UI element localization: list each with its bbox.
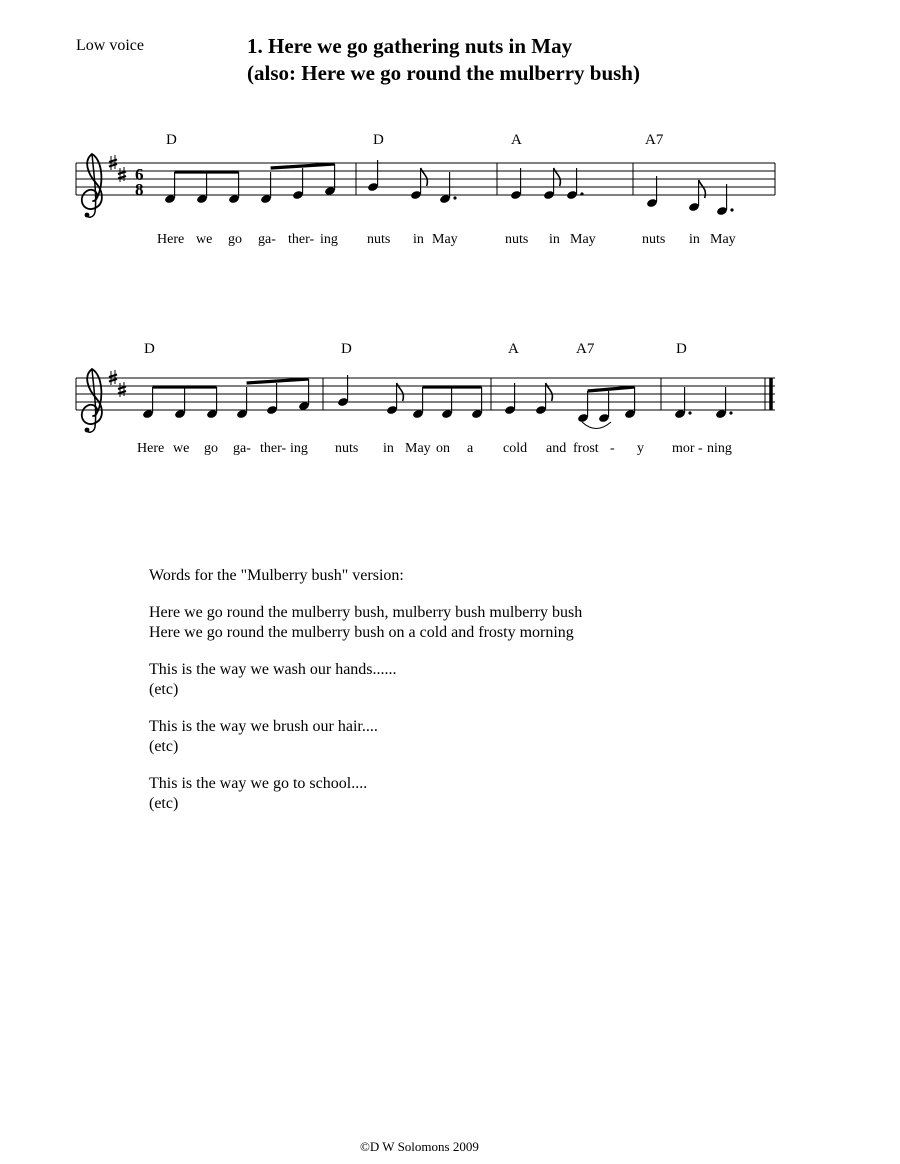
- copyright: ©D W Solomons 2009: [360, 1139, 479, 1154]
- note: [367, 160, 379, 192]
- lyric-syllable: and: [546, 441, 567, 456]
- verse-line: (etc): [149, 795, 179, 812]
- sharp-icon: [118, 167, 126, 182]
- chord-symbol: A: [511, 132, 522, 148]
- chord-symbol: A7: [576, 341, 595, 357]
- notes-layer: [142, 160, 734, 423]
- chord-symbol: A7: [645, 132, 664, 148]
- lyric-syllable: nuts: [505, 232, 529, 247]
- lyric-syllable: ing: [320, 232, 338, 247]
- note: [510, 168, 522, 200]
- lyric-syllable: go: [204, 441, 218, 456]
- note: [196, 172, 208, 204]
- chord-symbol: D: [373, 132, 384, 148]
- lyric-syllable: a: [467, 441, 474, 456]
- time-sig-denominator: 8: [135, 180, 144, 199]
- lyric-syllable: nuts: [642, 232, 666, 247]
- lyric-syllable: nuts: [367, 232, 391, 247]
- note: [471, 387, 483, 419]
- verse-line: (etc): [149, 681, 179, 698]
- note: [412, 387, 424, 419]
- lyric-syllable: in: [689, 232, 700, 247]
- note: [324, 164, 336, 196]
- lyric-syllable: May: [432, 232, 458, 247]
- staff-system-2: [76, 378, 775, 410]
- sheet-music: [0, 0, 900, 480]
- lyric-syllable: ga-: [233, 441, 251, 456]
- note: [688, 180, 705, 212]
- verse-line: This is the way we brush our hair....: [149, 718, 378, 735]
- verse-line: Here we go round the mulberry bush on a cold and frosty morning: [149, 624, 574, 641]
- chord-symbol: A: [508, 341, 519, 357]
- note: [236, 387, 248, 419]
- lyric-syllable: ther-: [288, 232, 315, 247]
- note: [441, 387, 453, 419]
- chord-symbol: D: [676, 341, 687, 357]
- chord-symbol: D: [144, 341, 155, 357]
- note: [674, 387, 692, 419]
- slur: [582, 422, 611, 429]
- verse-line: (etc): [149, 738, 179, 755]
- beam: [588, 387, 635, 391]
- note: [206, 387, 218, 419]
- chord-symbol: D: [341, 341, 352, 357]
- lyric-syllable: -: [610, 441, 615, 456]
- note: [260, 172, 272, 204]
- lyric-syllable: ther-: [260, 441, 287, 456]
- note: [337, 375, 349, 407]
- lyric-syllable: -: [698, 441, 703, 456]
- voice-label: Low voice: [76, 37, 144, 54]
- note: [142, 387, 154, 419]
- beam: [247, 379, 309, 383]
- lyric-syllable: ing: [290, 441, 308, 456]
- note: [266, 383, 278, 415]
- note: [228, 172, 240, 204]
- lyric-syllable: ning: [707, 441, 732, 456]
- lyric-syllable: Here: [157, 232, 185, 247]
- note: [716, 184, 734, 216]
- lyric-syllable: Here: [137, 441, 165, 456]
- lyric-syllable: frost: [573, 441, 599, 456]
- verse-line: This is the way we go to school....: [149, 775, 368, 792]
- note: [577, 391, 589, 423]
- treble-clef-icon: [82, 369, 102, 432]
- note: [646, 176, 658, 208]
- staff-system-1: [76, 163, 775, 195]
- lyric-syllable: May: [570, 232, 596, 247]
- sharp-icon: [118, 382, 126, 397]
- lyric-syllable: on: [436, 441, 450, 456]
- beam: [271, 164, 335, 168]
- lyric-syllable: mor: [672, 441, 695, 456]
- lyric-syllable: y: [637, 441, 644, 456]
- note: [298, 379, 310, 411]
- note: [715, 387, 733, 419]
- lyric-syllable: in: [383, 441, 394, 456]
- lyric-syllable: we: [196, 232, 213, 247]
- verse-line: This is the way we wash our hands......: [149, 661, 397, 678]
- lyric-syllable: ga-: [258, 232, 276, 247]
- note: [624, 387, 636, 419]
- treble-clef-icon: [82, 154, 102, 217]
- song-title: 1. Here we go gathering nuts in May: [247, 34, 573, 58]
- note: [174, 387, 186, 419]
- note: [598, 391, 610, 423]
- note: [292, 168, 304, 200]
- song-subtitle: (also: Here we go round the mulberry bush): [247, 61, 640, 85]
- note: [439, 172, 457, 204]
- lyric-syllable: we: [173, 441, 190, 456]
- lyric-syllable: go: [228, 232, 242, 247]
- lyric-syllable: nuts: [335, 441, 359, 456]
- note: [164, 172, 176, 204]
- verse-line: Here we go round the mulberry bush, mulberry bush mulberry bush: [149, 604, 583, 621]
- lyric-syllable: May: [710, 232, 736, 247]
- lyric-syllable: May: [405, 441, 431, 456]
- note: [504, 383, 516, 415]
- lyric-syllable: cold: [503, 441, 528, 456]
- words-heading: Words for the "Mulberry bush" version:: [149, 567, 404, 584]
- chord-symbol: D: [166, 132, 177, 148]
- lyric-syllable: in: [413, 232, 424, 247]
- time-sig-numerator: 6: [135, 165, 144, 184]
- lyric-syllable: in: [549, 232, 560, 247]
